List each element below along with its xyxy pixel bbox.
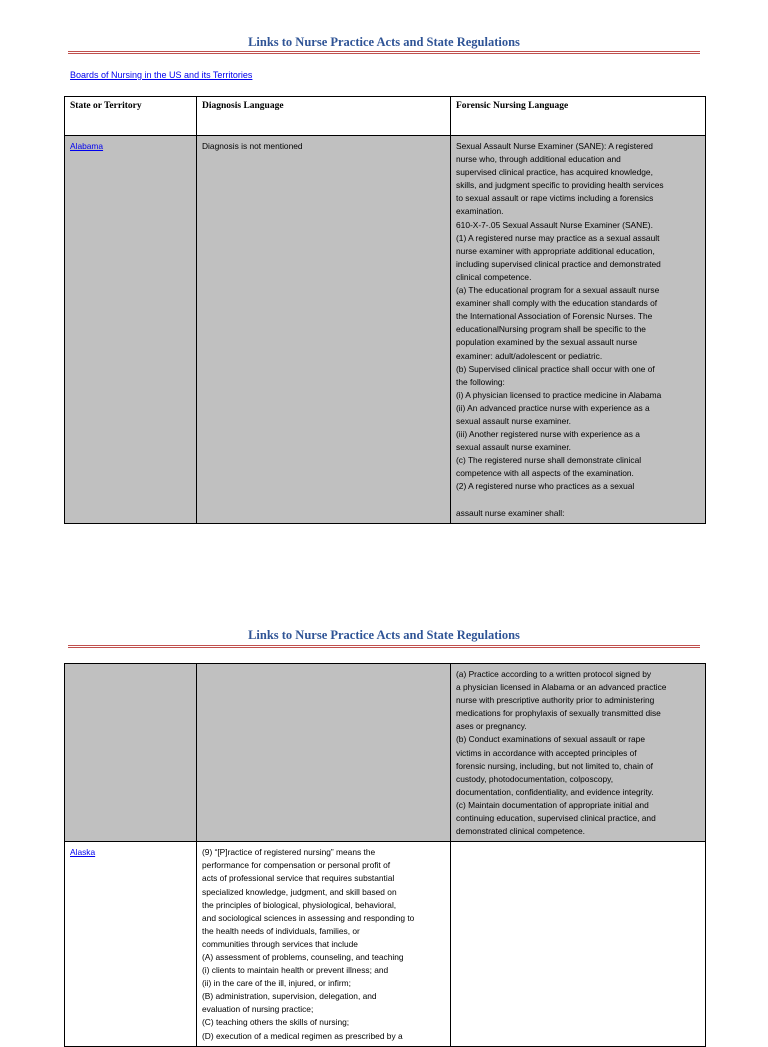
column-header-forensic: Forensic Nursing Language — [451, 97, 706, 136]
table-header-row — [65, 97, 706, 136]
text-line: forensic nursing, including, but not limited to, chain of — [456, 760, 653, 771]
diagnosis-cell — [197, 136, 451, 524]
text-line: (iii) Another registered nurse with experience as a — [456, 429, 640, 440]
text-line: (D) execution of a medical regimen as prescribed by a — [202, 1030, 403, 1041]
text-line: ases or pregnancy. — [456, 721, 527, 732]
text-line: to sexual assault or rape victims including a forensics — [456, 193, 654, 204]
text-line: nurse who, through additional education and — [456, 154, 621, 165]
text-line: assault nurse examiner shall: — [456, 507, 565, 518]
text-line: (c) Maintain documentation of appropriate initial and — [456, 799, 649, 810]
text-line: (2) A registered nurse who practices as a sexual — [456, 481, 635, 492]
text-line: (ii) An advanced practice nurse with experience as a — [456, 402, 650, 413]
text-line: including supervised clinical practice and demonstrated — [456, 258, 661, 269]
text-line: nurse examiner with appropriate additional education, — [456, 245, 655, 256]
text-line: victims in accordance with accepted principles of — [456, 747, 637, 758]
diagnosis-text: Diagnosis is not mentioned — [202, 141, 303, 151]
header-rule — [68, 645, 700, 648]
text-line: the International Association of Forensic Nurses. The — [456, 311, 653, 322]
text-line: (B) administration, supervision, delegation, and — [202, 991, 377, 1002]
text-line: Sexual Assault Nurse Examiner (SANE): A registered — [456, 141, 653, 151]
text-line: evaluation of nursing practice; — [202, 1004, 314, 1015]
text-line: performance for compensation or personal profit of — [202, 860, 391, 871]
text-line: custody, photodocumentation, colposcopy, — [456, 773, 614, 784]
text-line: (1) A registered nurse may practice as a sexual assault — [456, 232, 660, 243]
forensic-cell — [451, 842, 706, 1046]
text-line: (ii) in the care of the ill, injured, or infirm; — [202, 978, 351, 989]
page-header: Links to Nurse Practice Acts and State Regulations — [248, 628, 520, 642]
text-line: (i) A physician licensed to practice medicine in Alabama — [456, 389, 662, 400]
forensic-cell — [451, 136, 706, 524]
text-line: examiner shall comply with the education standards of — [456, 298, 658, 309]
text-line: skills, and judgment specific to providing health services — [456, 180, 664, 191]
text-line: sexual assault nurse examiner. — [456, 415, 571, 426]
state-cell — [65, 842, 197, 1046]
text-line: examiner: adult/adolescent or pediatric. — [456, 350, 603, 361]
state-cell — [65, 664, 197, 842]
text-line: (b) Supervised clinical practice shall occur with one of — [456, 363, 655, 374]
state-cell — [65, 136, 197, 524]
text-line: clinical competence. — [456, 271, 532, 282]
page-header: Links to Nurse Practice Acts and State Regulations — [248, 35, 520, 49]
header-rule — [68, 51, 700, 54]
text-line: (a) The educational program for a sexual assault nurse — [456, 285, 660, 296]
text-line: continuing education, supervised clinical practice, and — [456, 813, 656, 824]
table-row-alabama — [65, 136, 706, 524]
text-line — [456, 494, 700, 507]
text-line: and sociological sciences in assessing and responding to — [202, 912, 415, 923]
regulations-table-page1 — [64, 96, 706, 524]
text-line: the health needs of individuals, families, or — [202, 925, 360, 936]
text-line: sexual assault nurse examiner. — [456, 442, 571, 453]
text-line: (C) teaching others the skills of nursing; — [202, 1017, 350, 1028]
text-line: educationalNursing program shall be specific to the — [456, 324, 646, 335]
table-row-alabama-continued — [65, 664, 706, 842]
text-line: the following: — [456, 376, 505, 387]
text-line: competence with all aspects of the examination. — [456, 468, 634, 479]
text-line: demonstrated clinical competence. — [456, 826, 585, 837]
text-line: supervised clinical practice, has acquired knowledge, — [456, 167, 653, 178]
regulations-table-page2 — [64, 663, 706, 1047]
text-line: (9) “[P]ractice of registered nursing” means the — [202, 847, 376, 858]
text-line: (i) clients to maintain health or prevent illness; and — [202, 965, 389, 976]
text-line: (a) Practice according to a written protocol signed by — [456, 669, 652, 679]
text-line: the principles of biological, physiological, behavioral, — [202, 899, 397, 910]
state-link-alabama[interactable]: Alabama — [70, 141, 104, 151]
text-line: (b) Conduct examinations of sexual assault or rape — [456, 734, 646, 745]
diagnosis-cell — [197, 664, 451, 842]
table-row-alaska — [65, 842, 706, 1046]
column-header-diagnosis: Diagnosis Language — [197, 97, 451, 136]
text-line: communities through services that include — [202, 938, 358, 949]
column-header-state: State or Territory — [65, 97, 197, 136]
diagnosis-cell — [197, 842, 451, 1046]
text-line: (c) The registered nurse shall demonstrate clinical — [456, 455, 642, 466]
text-line: specialized knowledge, judgment, and skill based on — [202, 886, 397, 897]
text-line: (A) assessment of problems, counseling, and teaching — [202, 951, 404, 962]
text-line: medications for prophylaxis of sexually transmitted dise — [456, 708, 661, 719]
text-line: documentation, confidentiality, and evidence integrity. — [456, 786, 654, 797]
text-line: nurse with prescriptive authority prior to administering — [456, 695, 655, 706]
text-line: population examined by the sexual assault nurse — [456, 337, 638, 348]
text-line: a physician licensed in Alabama or an advanced practice — [456, 682, 667, 693]
forensic-cell — [451, 664, 706, 842]
text-line: 610-X-7-.05 Sexual Assault Nurse Examiner (SANE). — [456, 219, 653, 230]
text-line: examination. — [456, 206, 504, 217]
text-line: acts of professional service that requires substantial — [202, 873, 395, 884]
state-link-alaska[interactable]: Alaska — [70, 847, 96, 858]
boards-of-nursing-link[interactable]: Boards of Nursing in the US and its Territories — [70, 70, 253, 80]
